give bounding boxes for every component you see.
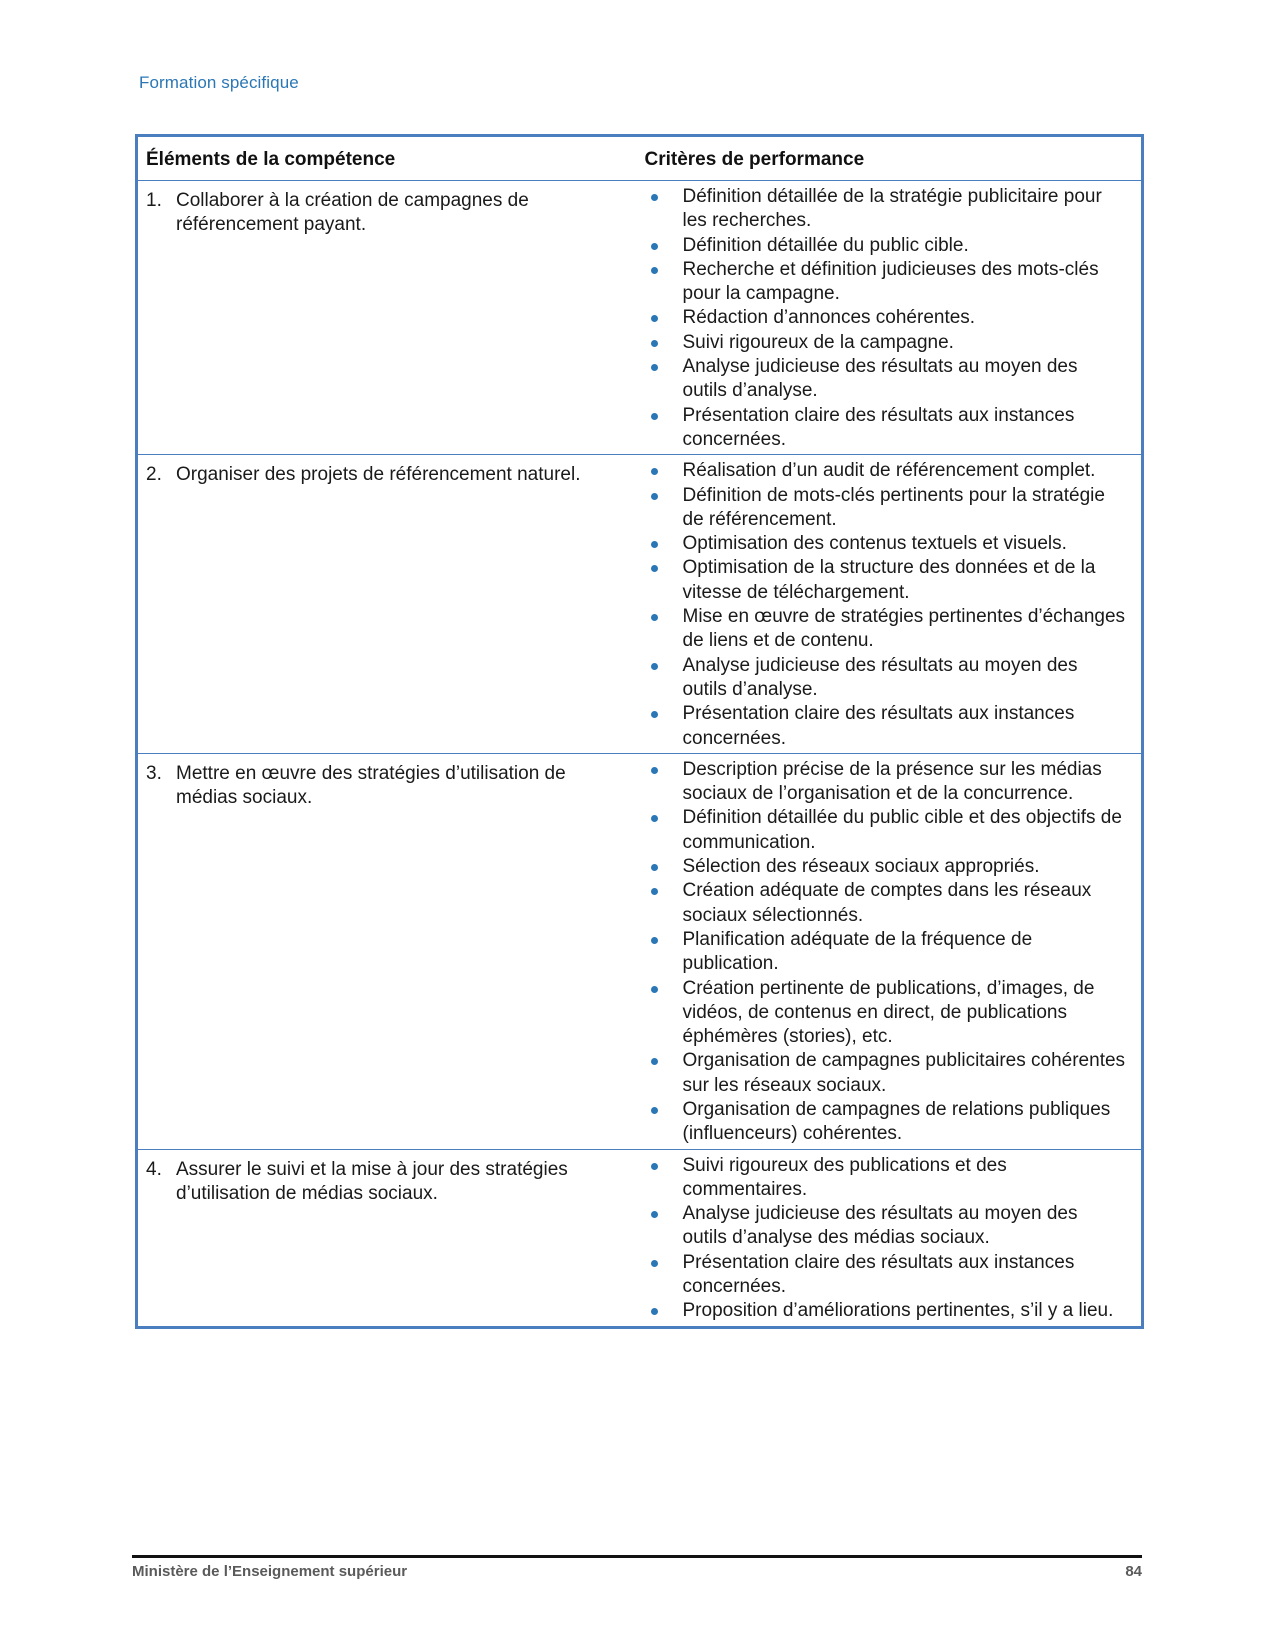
element-cell: [137, 753, 637, 1149]
bullet-icon: [645, 806, 683, 855]
criterion-text: Planification adéquate de la fréquence de publication.: [682, 928, 1033, 975]
column-header-criteria: Critères de performance: [637, 136, 1143, 181]
list-item: [645, 532, 1134, 556]
criterion-text: Description précise de la présence sur les médias sociaux de l’organisation et de la concurrence.: [682, 758, 1102, 805]
bullet-icon: [645, 331, 683, 355]
bullet-icon: [645, 1154, 683, 1203]
criterion-text: Définition détaillée de la stratégie publicitaire pour les recherches.: [682, 186, 1102, 232]
list-item: [645, 556, 1134, 605]
criterion-text: Sélection des réseaux sociaux appropriés.: [682, 856, 1040, 878]
bullet-icon: [645, 1098, 683, 1147]
bullet-icon: [645, 1251, 683, 1300]
criteria-list: [645, 459, 1134, 751]
list-item: [645, 459, 1134, 483]
list-item: [645, 355, 1134, 404]
list-item: [645, 879, 1134, 928]
footer-divider: [132, 1555, 1142, 1558]
column-header-elements: Éléments de la compétence: [137, 136, 637, 181]
table-row: [137, 455, 1143, 754]
criterion-text: Optimisation des contenus textuels et visuels.: [682, 533, 1067, 555]
list-item: [645, 1299, 1134, 1323]
list-item: [645, 1049, 1134, 1098]
element-cell: [137, 181, 637, 455]
criterion-text: Définition détaillée du public cible.: [682, 234, 969, 256]
criterion-text: Présentation claire des résultats aux instances concernées.: [682, 404, 1075, 450]
table-body: [137, 181, 1143, 1328]
table-row: [137, 753, 1143, 1149]
element-cell: [137, 455, 637, 754]
element-number: 3.: [146, 762, 162, 784]
list-item: [645, 758, 1134, 807]
criterion-text: Réalisation d’un audit de référencement complet.: [682, 460, 1096, 482]
criterion-text: Définition détaillée du public cible et des objectifs de communication.: [682, 807, 1122, 853]
bullet-icon: [645, 879, 683, 928]
bullet-icon: [645, 605, 683, 654]
list-item: [645, 1098, 1134, 1147]
criterion-text: Proposition d’améliorations pertinentes, s’il y a lieu.: [682, 1300, 1114, 1322]
criterion-text: Organisation de campagnes publicitaires cohérentes sur les réseaux sociaux.: [682, 1050, 1126, 1096]
table-header-row: [137, 136, 1143, 181]
list-item: [645, 484, 1134, 533]
bullet-icon: [645, 404, 683, 453]
bullet-icon: [645, 532, 683, 556]
criteria-list: [645, 758, 1134, 1147]
criterion-text: Suivi rigoureux de la campagne.: [682, 331, 954, 353]
bullet-icon: [645, 355, 683, 404]
criterion-text: Présentation claire des résultats aux instances concernées.: [682, 703, 1075, 749]
list-item: [645, 702, 1134, 751]
bullet-icon: [645, 556, 683, 605]
list-item: [645, 654, 1134, 703]
bullet-icon: [645, 702, 683, 751]
criterion-text: Définition de mots-clés pertinents pour la stratégie de référencement.: [682, 484, 1105, 530]
list-item: [645, 806, 1134, 855]
list-item: [645, 258, 1134, 307]
list-item: [645, 1202, 1134, 1251]
element-number: 1.: [146, 190, 162, 211]
criteria-cell: [637, 181, 1143, 455]
list-item: [645, 1154, 1134, 1203]
criterion-text: Création adéquate de comptes dans les réseaux sociaux sélectionnés.: [682, 880, 1092, 926]
list-item: [645, 855, 1134, 879]
criteria-cell: [637, 1149, 1143, 1327]
bullet-icon: [645, 977, 683, 1050]
list-item: [645, 185, 1134, 234]
criterion-text: Mise en œuvre de stratégies pertinentes d’échanges de liens et de contenu.: [682, 606, 1126, 652]
criterion-text: Présentation claire des résultats aux instances concernées.: [682, 1251, 1075, 1298]
list-item: [645, 977, 1134, 1050]
bullet-icon: [645, 758, 683, 807]
list-item: [645, 1251, 1134, 1300]
bullet-icon: [645, 654, 683, 703]
bullet-icon: [645, 1049, 683, 1098]
bullet-icon: [645, 855, 683, 879]
element-number: 2.: [146, 464, 162, 486]
bullet-icon: [645, 185, 683, 234]
table-row: [137, 181, 1143, 455]
list-item: [645, 306, 1134, 330]
criterion-text: Optimisation de la structure des données et de la vitesse de téléchargement.: [682, 557, 1096, 603]
criteria-list: [645, 185, 1134, 452]
list-item: [645, 928, 1134, 977]
list-item: [645, 331, 1134, 355]
criterion-text: Suivi rigoureux des publications et des commentaires.: [682, 1154, 1007, 1200]
criterion-text: Analyse judicieuse des résultats au moyen des outils d’analyse des médias sociaux.: [682, 1203, 1078, 1249]
element-text: Organiser des projets de référencement naturel.: [176, 464, 581, 486]
criterion-text: Création pertinente de publications, d’images, de vidéos, de contenus en direct, de publications éphémères (stories), etc.: [682, 977, 1095, 1048]
page-number: 84: [1125, 1563, 1142, 1580]
element-cell: [137, 1149, 637, 1327]
list-item: [645, 234, 1134, 258]
criterion-text: Analyse judicieuse des résultats au moyen des outils d’analyse.: [682, 654, 1078, 700]
bullet-icon: [645, 459, 683, 483]
table-row: [137, 1149, 1143, 1327]
list-item: [645, 404, 1134, 453]
competency-table: [135, 134, 1144, 1329]
bullet-icon: [645, 928, 683, 977]
criterion-text: Organisation de campagnes de relations publiques (influenceurs) cohérentes.: [682, 1098, 1111, 1145]
criterion-text: Recherche et définition judicieuses des mots-clés pour la campagne.: [682, 258, 1099, 305]
criteria-list: [645, 1154, 1134, 1324]
criterion-text: Rédaction d’annonces cohérentes.: [682, 307, 976, 329]
list-item: [645, 605, 1134, 654]
bullet-icon: [645, 234, 683, 258]
section-title: Formation spécifique: [139, 73, 299, 92]
element-text: Collaborer à la création de campagnes de référencement payant.: [176, 190, 529, 236]
criteria-cell: [637, 455, 1143, 754]
bullet-icon: [645, 306, 683, 330]
element-text: Assurer le suivi et la mise à jour des stratégies d’utilisation de médias sociaux.: [176, 1158, 568, 1204]
element-text: Mettre en œuvre des stratégies d’utilisation de médias sociaux.: [176, 762, 566, 809]
element-number: 4.: [146, 1158, 162, 1180]
footer-publisher: Ministère de l’Enseignement supérieur: [132, 1563, 408, 1580]
criteria-cell: [637, 753, 1143, 1149]
bullet-icon: [645, 258, 683, 307]
criterion-text: Analyse judicieuse des résultats au moyen des outils d’analyse.: [682, 356, 1078, 402]
bullet-icon: [645, 1202, 683, 1251]
bullet-icon: [645, 1299, 683, 1323]
bullet-icon: [645, 484, 683, 533]
